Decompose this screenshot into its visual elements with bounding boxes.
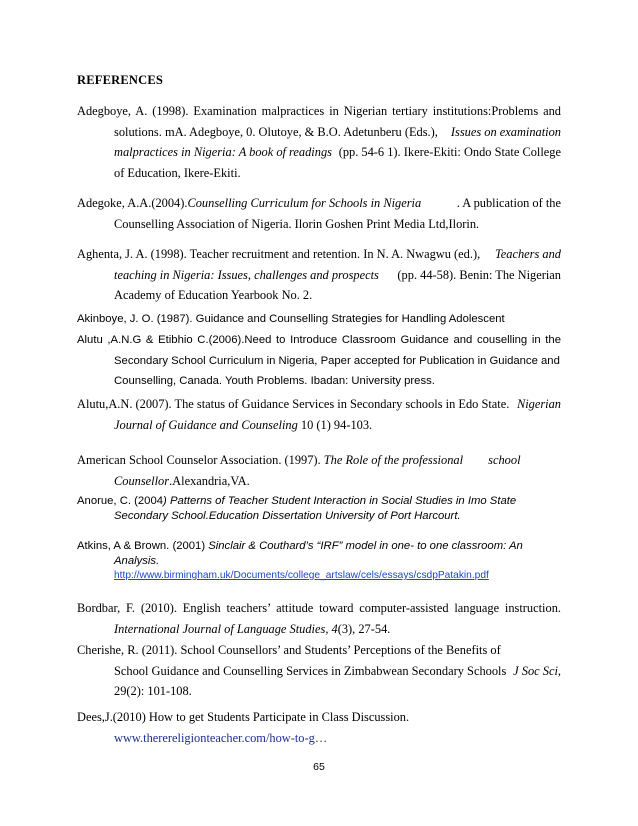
ref-line: Alutu ,A.N.G & Etibhio C.(2006).Need to Introduce Classroom Guidance and couselling in the xyxy=(77,334,561,346)
ref-line xyxy=(77,539,561,554)
ref-line: Counselling Association of Nigeria. Ilorin Goshen Print Media Ltd,Ilorin. xyxy=(114,216,480,231)
ref-line: Academy of Education Yearbook No. 2. xyxy=(114,288,313,302)
ref-title: malpractices in Nigeria: A book of readings xyxy=(114,145,332,159)
reference-asca-1997 xyxy=(77,450,561,491)
reference-adegboye-1998 xyxy=(77,101,561,183)
ref-title: International Journal of Language Studies, 4 xyxy=(114,621,338,636)
ref-text: . A publication of the xyxy=(456,196,561,210)
ref-line xyxy=(77,728,561,749)
ref-line: Dees,J.(2010) How to get Students Participate in Class Discussion. xyxy=(77,710,410,724)
ref-title: J Soc Sci, xyxy=(513,663,561,678)
ref-line xyxy=(77,471,561,492)
ref-line xyxy=(77,142,561,163)
ref-line xyxy=(77,494,561,509)
ref-line xyxy=(77,450,561,471)
reference-url-link[interactable]: www.therereligionteacher.com/how-to-g… xyxy=(114,730,328,745)
ref-line xyxy=(77,568,561,584)
ref-text: (pp. 44-58). Benin: The Nigerian xyxy=(397,267,561,282)
ref-text: Alutu,A.N. (2007). The status of Guidance Services in Secondary schools in Edo State. xyxy=(77,397,510,411)
ref-text: American School Counselor Association. (1997). xyxy=(77,453,321,467)
ref-title: Issues on examination xyxy=(450,124,561,139)
reference-anorue-2004 xyxy=(77,494,561,523)
ref-line xyxy=(77,661,561,682)
ref-line: Secondary School.Education Dissertation University of Port Harcourt. xyxy=(114,509,461,522)
ref-line xyxy=(77,122,561,143)
ref-title: The Role of the professional xyxy=(323,453,464,467)
reference-dees-2010 xyxy=(77,707,561,748)
ref-title: Counselling Curriculum for Schools in Nigeria xyxy=(187,196,422,210)
reference-bordbar-2010 xyxy=(77,598,561,639)
ref-line: Adegboye, A. (1998). Examination malpractices in Nigerian tertiary institutions:Problems and xyxy=(77,104,561,118)
ref-line: Secondary School Curriculum in Nigeria, Paper accepted for Publication in Guidance and xyxy=(114,354,560,367)
ref-text: solutions. mA. Adegboye, 0. Olutoye, & B.O. Adetunberu (Eds.), xyxy=(114,124,438,139)
ref-text: (3), 27-54. xyxy=(337,621,391,636)
ref-line xyxy=(77,265,561,286)
ref-line: Akinboye, J. O. (1987). Guidance and Counselling Strategies for Handling Adolescent xyxy=(77,313,505,325)
ref-line xyxy=(77,394,561,415)
ref-line: Bordbar, F. (2010). English teachers’ attitude toward computer-assisted language instruction. xyxy=(77,601,561,615)
reference-alutu-2007 xyxy=(77,394,561,435)
ref-title: teaching in Nigeria: Issues, challenges and prospects xyxy=(114,267,379,282)
ref-title: ) Patterns of Teacher Student Interaction in Social Studies in Imo State xyxy=(163,495,517,507)
ref-text: 10 (1) 94-103. xyxy=(300,417,373,432)
ref-text: (pp. 54-6 1). Ikere-Ekiti: Ondo State College xyxy=(338,145,561,159)
ref-line: 29(2): 101-108. xyxy=(114,684,192,698)
reference-cherishe-2011 xyxy=(77,640,561,702)
ref-line: of Education, Ikere-Ekiti. xyxy=(114,165,241,180)
reference-adegoke-2004 xyxy=(77,193,561,234)
reference-akinboye-1987 xyxy=(77,309,561,330)
ref-title: Counsellor xyxy=(114,473,170,488)
ref-title: school xyxy=(488,453,521,467)
ref-title: Sinclair & Couthard’s “IRF” model in one- to one classroom: An xyxy=(208,540,523,552)
ref-title: Journal of Guidance and Counseling xyxy=(114,417,298,432)
ref-text: Adegoke, A.A.(2004). xyxy=(77,196,188,210)
reference-url-link[interactable]: http://www.birmingham.uk/Documents/college_artslaw/cels/essays/csdpPatakin.pdf xyxy=(114,570,489,581)
ref-line xyxy=(77,244,561,265)
ref-line xyxy=(77,619,561,640)
ref-text: .Alexandria,VA. xyxy=(169,473,250,488)
reference-aghenta-1998 xyxy=(77,244,561,306)
reference-alutu-2006 xyxy=(77,330,561,392)
ref-title: Nigerian xyxy=(516,397,561,411)
page-number: 65 xyxy=(313,761,325,773)
ref-text: Anorue, C. (2004 xyxy=(77,495,164,507)
reference-atkins-2001 xyxy=(77,539,561,584)
ref-line: Analysis. xyxy=(114,554,160,567)
ref-text: School Guidance and Counselling Services in Zimbabwean Secondary Schools xyxy=(114,663,507,678)
ref-line: Counselling, Canada. Youth Problems. Ibadan: University press. xyxy=(114,375,435,387)
ref-line xyxy=(77,193,561,214)
ref-text: Atkins, A & Brown. (2001) xyxy=(77,540,206,552)
ref-title: Teachers and xyxy=(495,247,561,261)
ref-text: Aghenta, J. A. (1998). Teacher recruitment and retention. In N. A. Nwagwu (ed.), xyxy=(77,247,481,261)
ref-line xyxy=(77,415,561,436)
ref-line: Cherishe, R. (2011). School Counsellors’ and Students’ Perceptions of the Benefits of xyxy=(77,643,501,657)
references-heading: REFERENCES xyxy=(77,73,164,87)
